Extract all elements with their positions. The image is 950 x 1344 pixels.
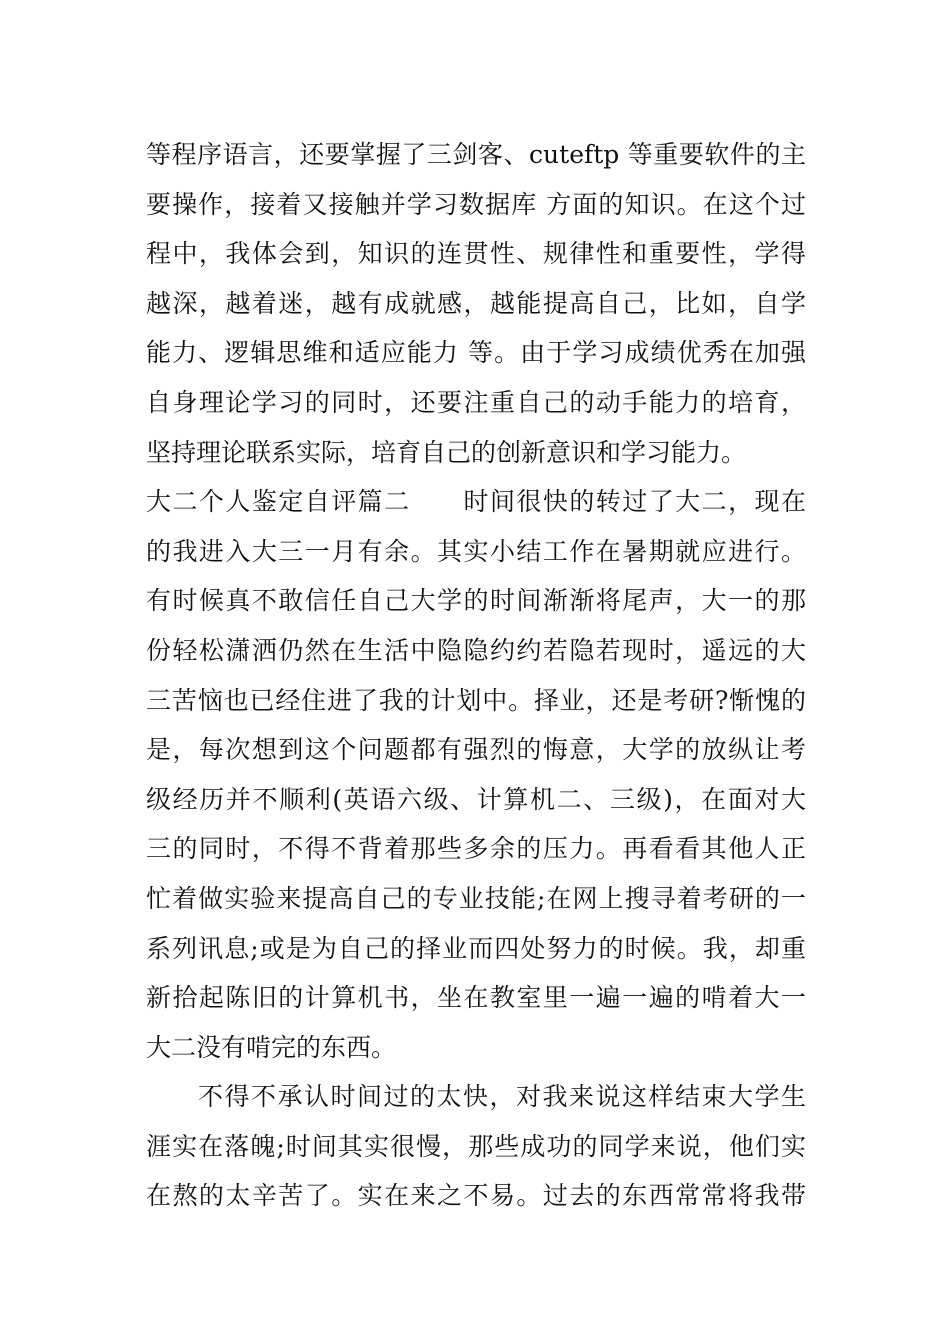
text-line: 坚持理论联系实际，培育自己的创新意识和学习能力。 [146,437,747,467]
document-body [146,130,806,1221]
text-line: 级经历并不顺利(英语六级、计算机二、三级)，在面对大 [146,784,806,814]
text-line: 忙着做实验来提高自己的专业技能;在网上搜寻着考研的一 [146,883,806,913]
text-line: 程中，我体会到，知识的连贯性、规律性和重要性，学得 [146,239,806,269]
text-line: 在熬的太辛苦了。实在来之不易。过去的东西常常将我带 [146,1181,806,1211]
text-line: 能力、逻辑思维和适应能力 等。由于学习成绩优秀在加强 [146,338,806,368]
text-line: 三的同时，不得不背着那些多余的压力。再看看其他人正 [146,834,806,864]
text-line: 的我进入大三一月有余。其实小结工作在暑期就应进行。 [146,536,806,566]
text-line: 系列讯息;或是为自己的择业而四处努力的时候。我，却重 [146,933,806,963]
text-line: 涯实在落魄;时间其实很慢，那些成功的同学来说，他们实 [146,1131,806,1161]
text-line: 三苦恼也已经住进了我的计划中。择业，还是考研?惭愧的 [146,685,806,715]
text-line: 越深，越着迷，越有成就感，越能提高自己，比如，自学 [146,288,806,318]
text-line: 份轻松潇洒仍然在生活中隐隐约约若隐若现时，遥远的大 [146,635,806,665]
text-line: 大二没有啃完的东西。 [146,1032,397,1062]
text-line: 要操作，接着又接触并学习数据库 方面的知识。在这个过 [146,189,806,219]
text-line: 有时候真不敢信任自己大学的时间渐渐将尾声，大一的那 [146,586,806,616]
text-line: 等程序语言，还要掌握了三剑客、cuteftp 等重要软件的主 [146,140,806,169]
text-line: 是，每次想到这个问题都有强烈的悔意，大学的放纵让考 [146,735,806,765]
paragraph-start-line: 不得不承认时间过的太快，对我来说这样结束大学生 [198,1082,806,1112]
text-line: 自身理论学习的同时，还要注重自己的动手能力的培育， [146,387,806,417]
section-heading-line: 大二个人鉴定自评篇二 时间很快的转过了大二，现在 [146,487,806,517]
text-line: 新拾起陈旧的计算机书，坐在教室里一遍一遍的啃着大一 [146,983,806,1013]
